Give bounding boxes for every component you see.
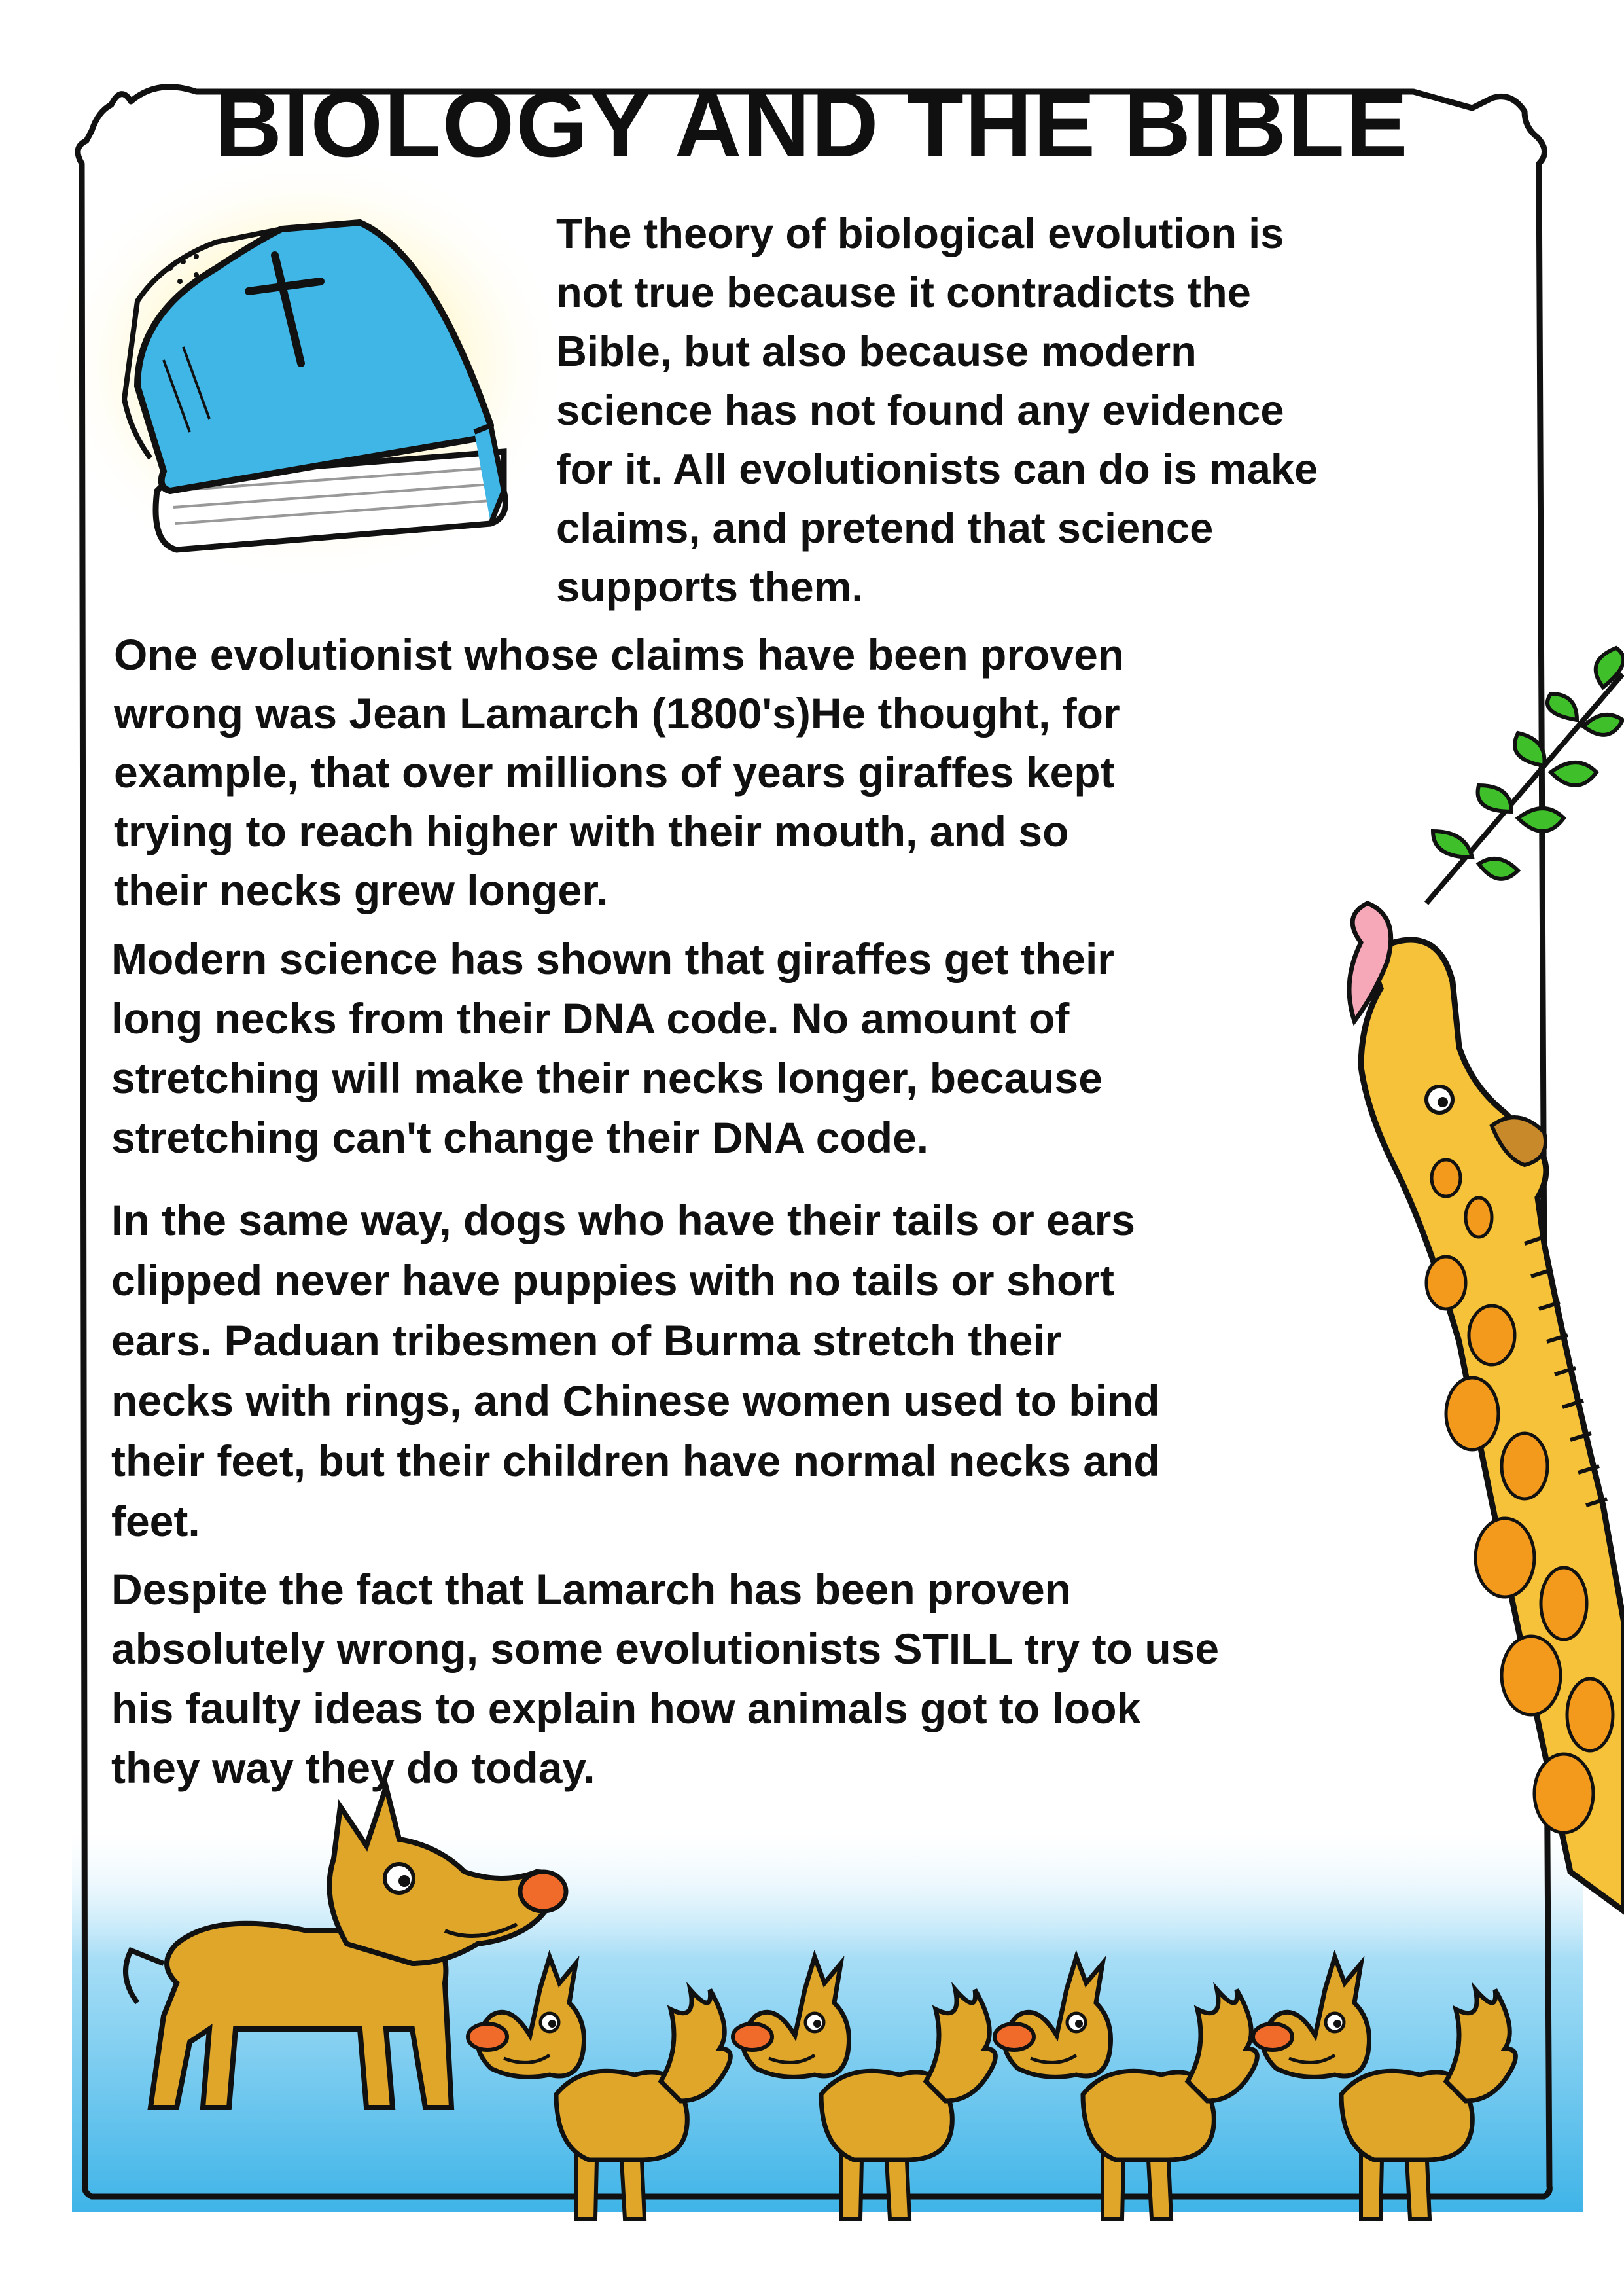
text-line: his faulty ideas to explain how animals got to look [111, 1684, 1141, 1732]
text-line: not true because it contradicts the [556, 268, 1251, 316]
intro-paragraph [556, 204, 1318, 617]
text-line: science has not found any evidence [556, 386, 1284, 434]
text-line: for it. All evolutionists can do is make [556, 445, 1318, 493]
lamarck-paragraph [114, 625, 1124, 920]
text-line: feet. [111, 1497, 200, 1545]
text-line: stretching will make their necks longer, because [111, 1054, 1103, 1102]
text-line: their necks grew longer. [114, 866, 609, 914]
text-line: supports them. [556, 563, 864, 611]
text-line: absolutely wrong, some evolutionists STILL try to use [111, 1624, 1220, 1673]
text-line: The theory of biological evolution is [556, 209, 1284, 257]
text-line: necks with rings, and Chinese women used to bind [111, 1376, 1160, 1425]
text-line: long necks from their DNA code. No amount of [111, 994, 1070, 1043]
leaf-branch-icon [1426, 648, 1623, 903]
text-line: stretching can't change their DNA code. [111, 1113, 929, 1162]
text-line: claims, and pretend that science [556, 504, 1214, 552]
text-line: trying to reach higher with their mouth, and so [114, 807, 1069, 855]
text-line: Bible, but also because modern [556, 327, 1197, 375]
text-line: their feet, but their children have normal necks and [111, 1437, 1160, 1485]
text-line: they way they do today. [111, 1744, 595, 1792]
text-line: example, that over millions of years giraffes kept [114, 748, 1115, 797]
giraffe-icon [1349, 903, 1624, 1911]
text-line: One evolutionist whose claims have been proven [114, 630, 1125, 679]
text-line: ears. Paduan tribesmen of Burma stretch their [111, 1316, 1062, 1365]
dna-paragraph [111, 929, 1114, 1168]
text-line: Despite the fact that Lamarch has been proven [111, 1565, 1072, 1613]
examples-paragraph [111, 1190, 1160, 1551]
conclusion-paragraph [111, 1560, 1219, 1798]
text-line: clipped never have puppies with no tails or short [111, 1256, 1114, 1304]
text-line: In the same way, dogs who have their tails or ears [111, 1196, 1135, 1244]
page-title: BIOLOGY AND THE BIBLE [215, 73, 1409, 177]
text-line: wrong was Jean Lamarch (1800's)He thought, for [114, 689, 1120, 738]
text-line: Modern science has shown that giraffes get their [111, 935, 1114, 983]
